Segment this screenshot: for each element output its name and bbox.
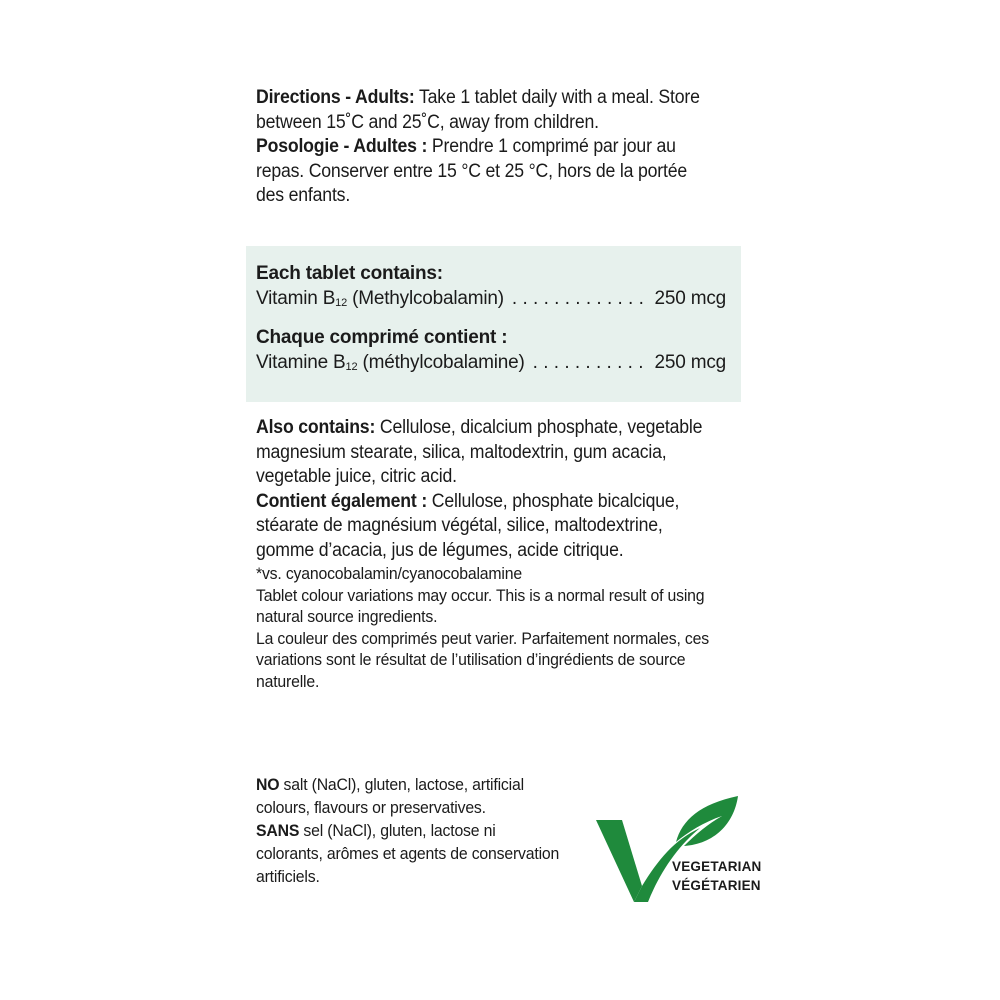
colour-note-en: Tablet colour variations may occur. This is a normal result of using natural source ingredients.: [256, 585, 705, 626]
directions-en: [256, 86, 712, 135]
free-from-section: [256, 773, 563, 888]
colour-note-fr: La couleur des comprimés peut varier. Parfaitement normales, ces variations sont le résultat de l’utilisation d’ingrédients de source naturelle.: [256, 628, 709, 691]
ingredients-en-heading: Each tablet contains:: [256, 263, 443, 284]
dot-leader: [533, 351, 647, 376]
also-contains-en-text: Cellulose, dicalcium phosphate, vegetable magnesium stearate, silica, maltodextrin, gum acacia, vegetable juice, citric acid.: [256, 417, 703, 487]
ingredient-amount-fr: 250 mcg: [654, 351, 726, 373]
footnote: *vs. cyanocobalamin/cyanocobalamine: [256, 564, 522, 583]
ingredient-name-fr: Vitamine $B_{12}$ (méthylcobalamine): [256, 351, 525, 373]
directions-fr-text: Prendre 1 comprimé par jour au repas. Conserver entre 15 °C et 25 °C, hors de la portée des enfants.: [256, 136, 687, 206]
also-contains-fr: [256, 490, 712, 564]
also-contains-fr-text: Cellulose, phosphate bicalcique, stéarate de magnésium végétal, silice, maltodextrine, gomme d’acacia, jus de légumes, acide citrique.: [256, 490, 680, 561]
also-contains-section: [256, 416, 712, 692]
ingredients-section: [256, 262, 726, 390]
also-contains-en: [256, 416, 712, 490]
free-from-fr: [256, 819, 563, 888]
vegetarian-fr: VÉGÉTARIEN: [672, 878, 761, 893]
ingredient-amount-en: 250 mcg: [654, 287, 726, 309]
ingredient-name-en: Vitamin $B_{12}$ (Methylcobalamin): [256, 287, 504, 309]
also-contains-en-heading: Also contains:: [256, 417, 376, 438]
vegetarian-badge-text: [672, 857, 762, 895]
free-from-en: [256, 773, 563, 819]
free-from-en-heading: NO: [256, 775, 280, 794]
directions-en-text: Take 1 tablet daily with a meal. Store between 15˚C and 25˚C, away from children.: [256, 87, 700, 133]
directions-en-heading: Directions - Adults:: [256, 87, 415, 108]
ingredient-row-fr: [256, 351, 726, 380]
dot-leader: [512, 287, 647, 312]
free-from-fr-text: sel (NaCl), gluten, lactose ni colorants, arômes et agents de conservation artificiels.: [256, 821, 560, 886]
vegetarian-en: VEGETARIAN: [672, 859, 762, 874]
ingredients-fr-heading: Chaque comprimé contient :: [256, 327, 508, 348]
ingredient-row-en: [256, 287, 726, 316]
directions-section: [256, 86, 712, 209]
also-contains-fr-heading: Contient également :: [256, 490, 428, 512]
free-from-en-text: salt (NaCl), gluten, lactose, artificial colours, flavours or preservatives.: [256, 775, 524, 817]
directions-fr: [256, 135, 712, 209]
free-from-fr-heading: SANS: [256, 821, 300, 840]
directions-fr-heading: Posologie - Adultes :: [256, 136, 428, 157]
